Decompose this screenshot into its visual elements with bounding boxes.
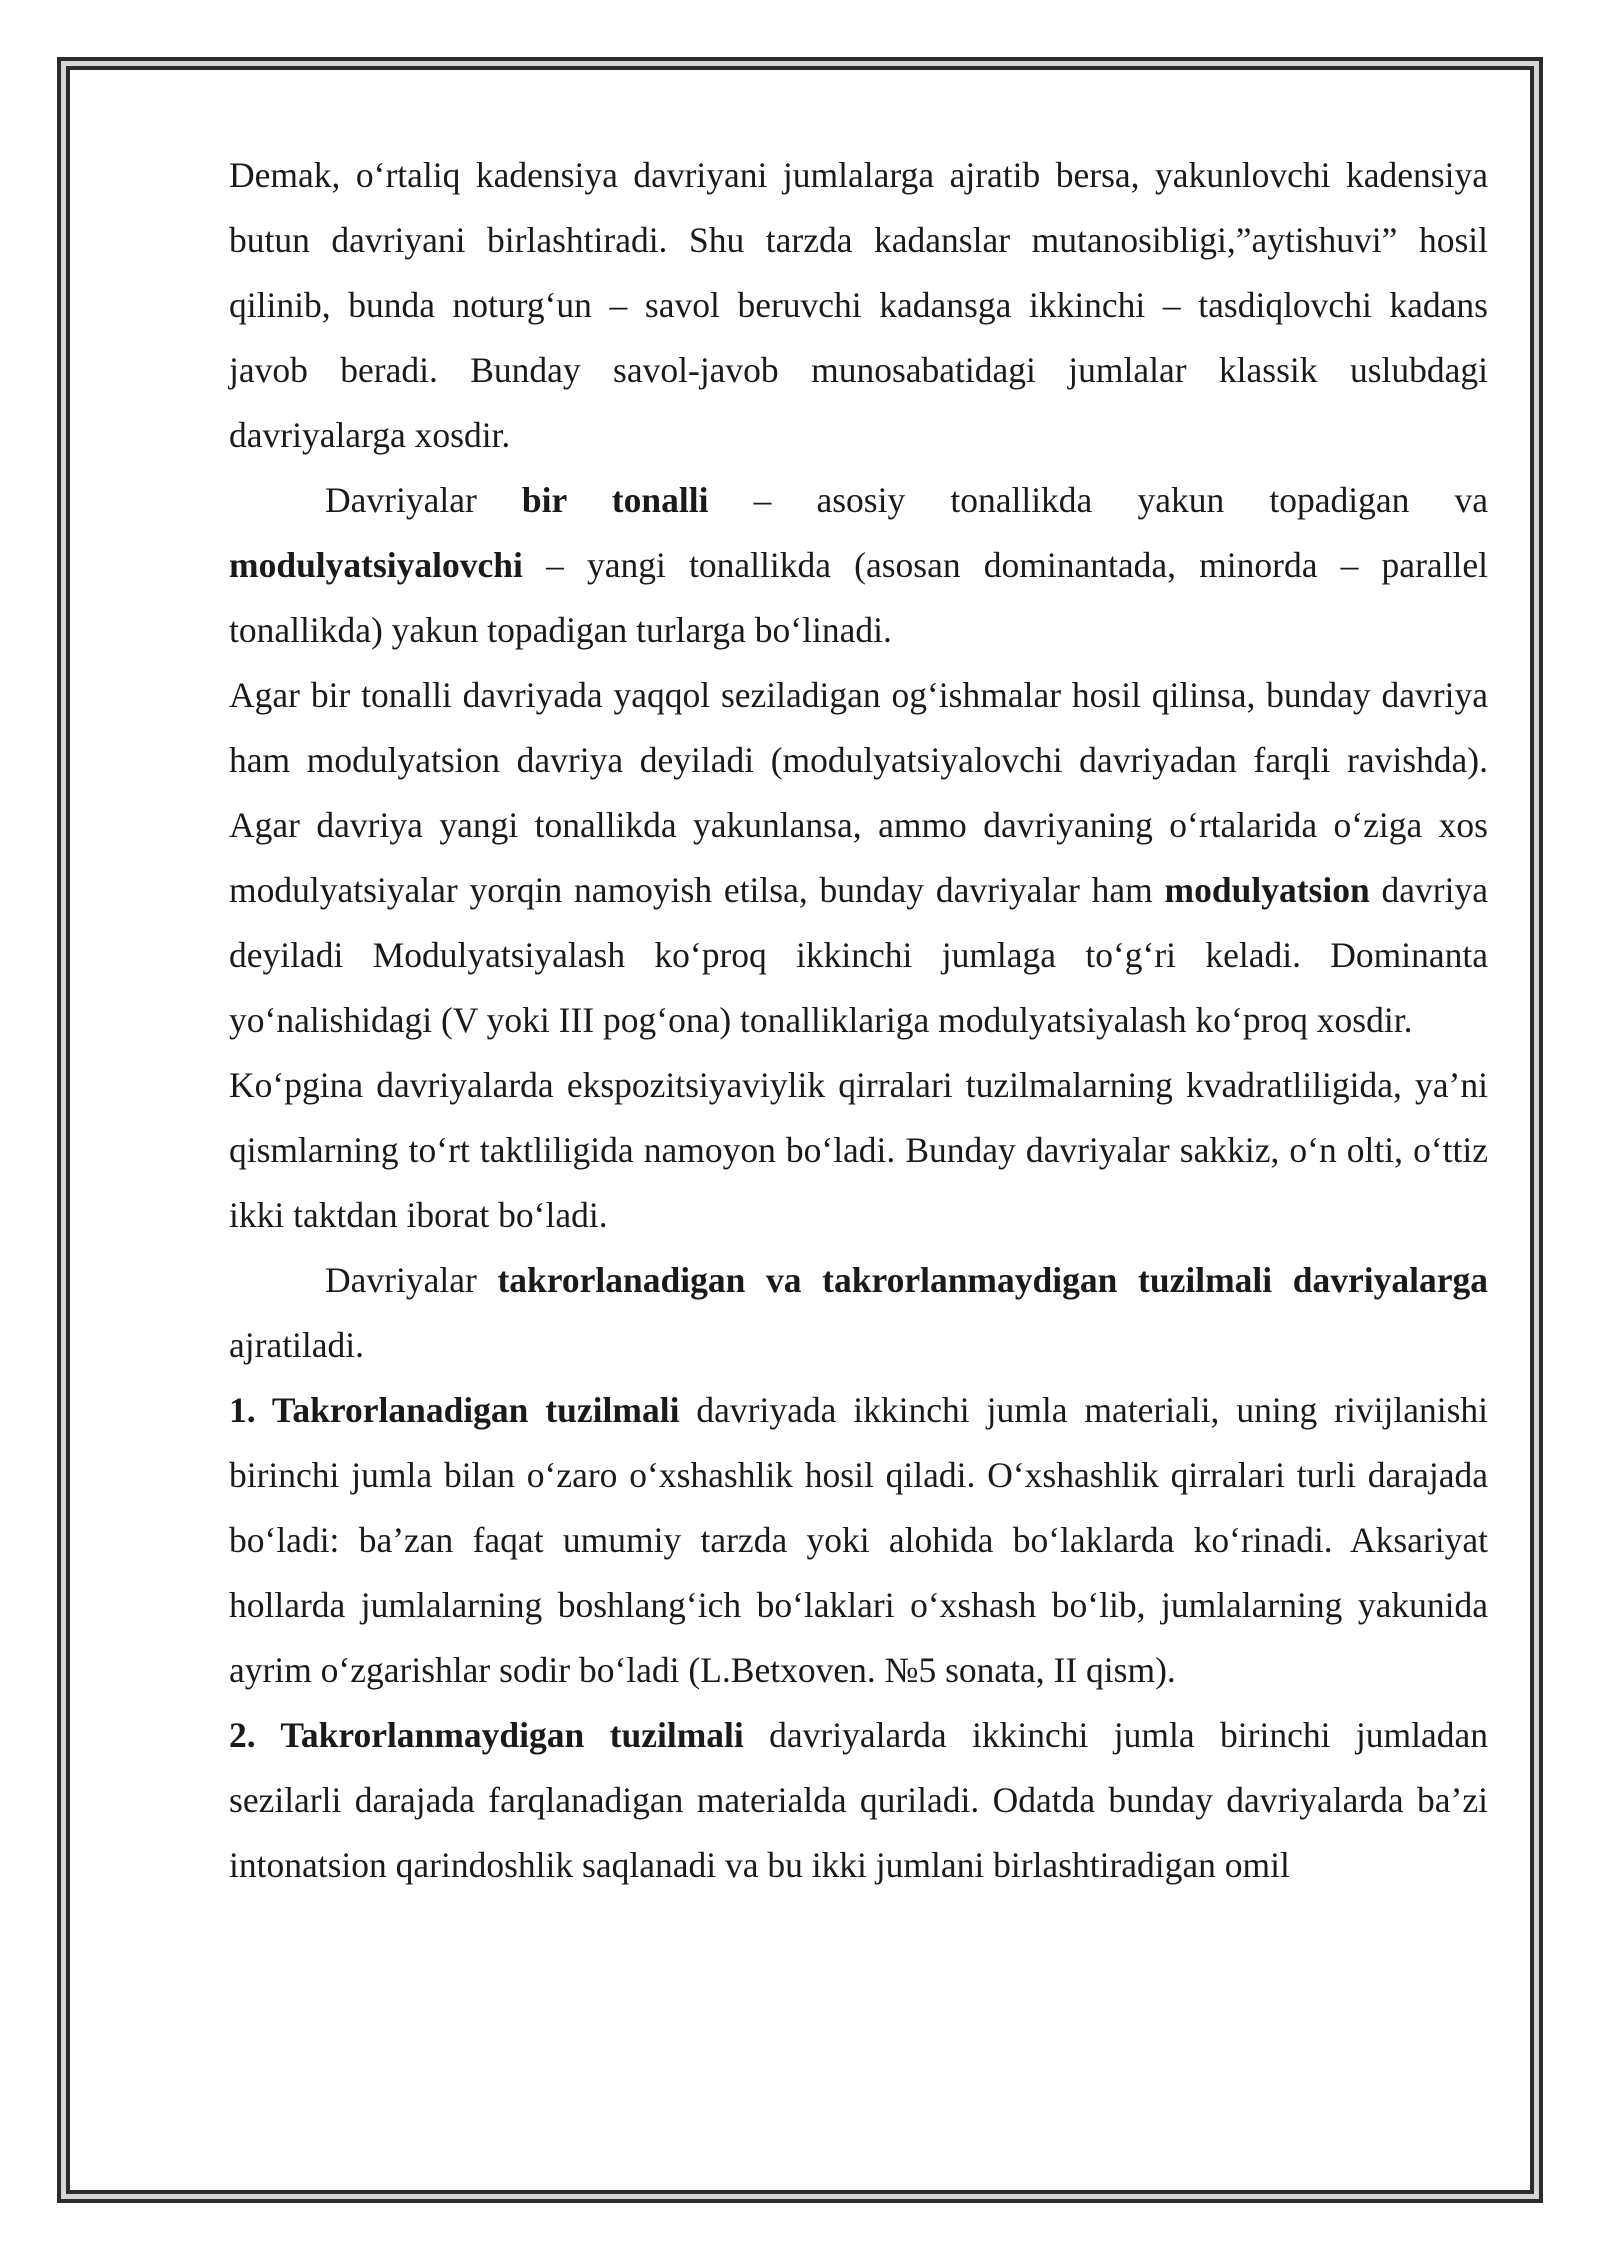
- bold-term-bir-tonalli: bir tonalli: [521, 480, 709, 520]
- paragraph-modulyatsion-davriya: [229, 663, 1488, 1053]
- text-run: ajratiladi.: [229, 1325, 365, 1365]
- paragraph-kadensiya: [229, 143, 1488, 468]
- text-run: davriyalarda ikkinchi jumla birinchi jumladan sezilarli darajada farqlanadigan materialda quriladi. Odatda bunday davriyalarda ba’zi intonatsion qarindoshlik saqlanadi va bu ikki jumlani birlashtiradigan omil: [229, 1715, 1488, 1885]
- text-run: Agar bir tonalli davriyada yaqqol seziladigan og‘ishmalar hosil qilinsa, bunday davriya ham modulyatsion davriya deyiladi (modulyatsiyalovchi davriyadan farqli ravishda). Agar davriya yangi tonallikda yakunlansa, ammo davriyaning o‘rtalarida o‘ziga xos modulyatsiyalar yorqin namoyish etilsa, bunday davriyalar ham: [229, 675, 1488, 910]
- bold-term-takrorlanmaydigan-tuzilmali: 2. Takrorlanmaydigan tuzilmali: [229, 1715, 744, 1755]
- paragraph-tonallik-turlari: [229, 468, 1488, 663]
- text-run: Davriyalar: [325, 480, 522, 520]
- document-body: [229, 143, 1488, 1898]
- text-run: davriya deyiladi Modulyatsiyalash ko‘proq ikkinchi jumlaga to‘g‘ri keladi. Dominanta yo‘nalishidagi (V yoki III pog‘ona) tonalliklariga modulyatsiyalash ko‘proq xosdir.: [229, 870, 1488, 1040]
- bold-term-modulyatsiyalovchi: modulyatsiyalovchi: [229, 545, 523, 585]
- text-run: – yangi tonallikda (asosan dominantada, minorda – parallel tonallikda) yakun topadigan turlarga bo‘linadi.: [229, 545, 1488, 650]
- text-run: Demak, o‘rtaliq kadensiya davriyani jumlalarga ajratib bersa, yakunlovchi kadensiya butun davriyani birlashtiradi. Shu tarzda kadanslar mutanosibligi,”aytishuvi” hosil qilinib, bunda noturg‘un – savol beruvchi kadansga ikkinchi – tasdiqlovchi kadans javob beradi. Bunday savol-javob munosabatidagi jumlalar klassik uslubdagi davriyalarga xosdir.: [229, 155, 1488, 455]
- bold-term-modulyatsion: modulyatsion: [1164, 870, 1370, 910]
- text-run: Davriyalar: [325, 1260, 498, 1300]
- text-run: davriyada ikkinchi jumla materiali, uning rivijlanishi birinchi jumla bilan o‘zaro o‘xshashlik hosil qiladi. O‘xshashlik qirralari turli darajada bo‘ladi: ba’zan faqat umumiy tarzda yoki alohida bo‘laklarda ko‘rinadi. Aksariyat hollarda jumlalarning boshlang‘ich bo‘laklari o‘xshash bo‘lib, jumlalarning yakunida ayrim o‘zgarishlar sodir bo‘ladi (L.Betxoven. №5 sonata, II qism).: [229, 1390, 1488, 1690]
- bold-term-takrorlanadigan-va-takrorlanmaydigan: takrorlanadigan va takrorlanmaydigan tuzilmali davriyalarga: [497, 1260, 1488, 1300]
- paragraph-takrorlanmaydigan: [229, 1703, 1488, 1898]
- text-run: Ko‘pgina davriyalarda ekspozitsiyaviylik qirralari tuzilmalarning kvadratliligida, ya’ni qismlarning to‘rt taktliligida namoyon bo‘ladi. Bunday davriyalar sakkiz, o‘n olti, o‘ttiz ikki taktdan iborat bo‘ladi.: [229, 1065, 1488, 1235]
- bold-term-takrorlanadigan-tuzilmali: 1. Takrorlanadigan tuzilmali: [229, 1390, 680, 1430]
- text-run: – asosiy tonallikda yakun topadigan va: [708, 480, 1488, 520]
- paragraph-tuzilmali-davriyalar: [229, 1248, 1488, 1378]
- paragraph-kvadratlilik: [229, 1053, 1488, 1248]
- paragraph-takrorlanadigan: [229, 1378, 1488, 1703]
